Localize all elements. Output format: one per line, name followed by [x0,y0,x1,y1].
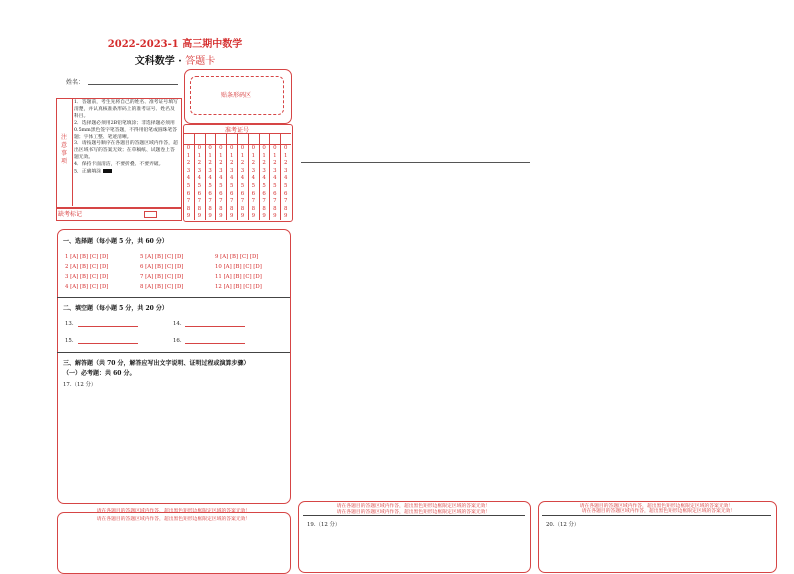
exam-number-digit-bubble[interactable]: 8 [251,205,256,212]
notice-item: 2．选择题必须用2B铅笔填涂；非选择题必须用0.5mm黑色签字笔答题，不得用铅笔或圆珠笔答题；字体工整、笔迹清晰。 [74,120,178,140]
exam-number-digit-bubble[interactable]: 9 [251,213,256,220]
exam-number-digit-bubble[interactable]: 0 [208,145,212,151]
exam-number-digit-bubble[interactable]: 2 [273,160,277,167]
exam-number-digit-bubble[interactable]: 7 [219,198,223,205]
exam-number-column[interactable] [270,145,280,221]
exam-number-digit-bubble[interactable]: 7 [240,198,245,205]
blank-input-16[interactable] [185,343,245,344]
exam-number-digit-bubble[interactable]: 2 [208,160,212,167]
exam-number-digit-bubble[interactable]: 8 [283,205,288,212]
choice-bubble-row[interactable]: 3 [A] [B] [C] [D] [65,274,109,280]
section3-subtitle: （一）必考题：共 60 分。 [63,370,136,377]
exam-number-digit-bubble[interactable]: 4 [240,175,245,182]
exam-number-digit-bubble[interactable]: 5 [219,182,223,189]
exam-number-digit-bubble[interactable]: 6 [208,190,212,197]
blank-input-13[interactable] [78,326,138,327]
exam-number-digit-bubble[interactable]: 7 [229,198,234,205]
exam-number-digit-bubble[interactable]: 2 [240,160,245,167]
section2-title: 二、填空题（每小题 5 分，共 20 分） [63,305,168,312]
filled-mark-example-icon [103,169,112,173]
exam-number-digit-bubble[interactable]: 4 [229,175,234,182]
exam-number-digit-bubble[interactable]: 5 [251,182,256,189]
exam-number-digit-bubble[interactable]: 3 [186,167,191,174]
exam-number-digit-bubble[interactable]: 6 [197,190,202,197]
exam-number-column[interactable] [227,145,237,221]
exam-number-digit-bubble[interactable]: 2 [186,160,191,167]
exam-number-digit-bubble[interactable]: 8 [229,205,234,212]
notice-title-char: 意 [60,142,67,149]
choice-bubble-row[interactable]: 10 [A] [B] [C] [D] [215,264,262,270]
barcode-label: 贴条形码区 [220,92,251,99]
exam-number-digit-bubble[interactable]: 0 [283,145,288,151]
exam-number-digit-bubble[interactable]: 5 [197,182,202,189]
exam-number-digit-bubble[interactable]: 9 [229,213,234,220]
notice-list [74,100,178,176]
blank-input-14[interactable] [185,326,245,327]
blank-input-15[interactable] [78,343,138,344]
notice-item: 4．保持卡面清洁，不要折叠、不要弄破。 [74,162,164,168]
choice-bubble-row[interactable]: 1 [A] [B] [C] [D] [65,254,109,260]
exam-number-digit-bubble[interactable]: 4 [208,175,212,182]
exam-number-digit-bubble[interactable]: 3 [262,167,266,174]
exam-number-digit-bubble[interactable]: 9 [186,213,191,220]
exam-number-digit-bubble[interactable]: 8 [219,205,223,212]
exam-number-digit-bubble[interactable]: 3 [219,167,223,174]
exam-number-digit-bubble[interactable]: 2 [219,160,223,167]
exam-number-digit-bubble[interactable]: 7 [197,198,202,205]
exam-number-digit-bubble[interactable]: 6 [273,190,277,197]
absent-marker-label: 缺考标记 [58,211,83,218]
exam-number-title: 准考证号 [224,127,249,134]
exam-number-digit-bubble[interactable]: 1 [197,152,202,159]
exam-number-column[interactable] [248,145,258,221]
sheet-title: 2022-2023-1 高三期中数学 [107,39,243,50]
notice-title [56,134,72,166]
exam-number-digit-bubble[interactable]: 7 [251,198,256,205]
exam-number-digit-bubble[interactable]: 5 [283,182,288,189]
exam-number-digit-bubble[interactable]: 3 [229,167,234,174]
subtitle-main: 文科数学 · [134,56,186,67]
sheet-subtitle [0,52,350,67]
notice-item-fill-example [74,169,178,176]
choice-bubble-row[interactable]: 2 [A] [B] [C] [D] [65,264,109,270]
notice-title-char: 事 [60,150,67,157]
subtitle-accent: 答题卡 [185,56,216,67]
choice-bubble-row[interactable]: 5 [A] [B] [C] [D] [140,254,184,260]
exam-number-digit-bubble[interactable]: 1 [251,152,256,159]
exam-number-digit-bubble[interactable]: 4 [219,175,223,182]
exam-number-digit-bubble[interactable]: 5 [186,182,191,189]
exam-number-digit-bubble[interactable]: 9 [240,213,245,220]
exam-number-digit-bubble[interactable]: 4 [197,175,202,182]
exam-number-digit-bubble[interactable]: 9 [219,213,223,220]
choice-bubble-row[interactable]: 11 [A] [B] [C] [D] [215,274,262,280]
choice-bubble-row[interactable]: 12 [A] [B] [C] [D] [215,284,262,290]
exam-number-digit-bubble[interactable]: 4 [251,175,256,182]
warning-text: 请在各题目的答题区域内作答，超出黑色矩形边框限定区域的答案无效！ [336,504,491,509]
exam-number-digit-bubble[interactable]: 8 [208,205,212,212]
section-divider [57,352,290,353]
exam-number-digit-bubble[interactable]: 7 [208,198,212,205]
exam-number-digit-bubble[interactable]: 0 [262,145,266,151]
exam-number-digit-bubble[interactable]: 4 [283,175,288,182]
choice-bubble-row[interactable]: 9 [A] [B] [C] [D] [215,254,259,260]
exam-number-digit-bubble[interactable]: 8 [186,205,191,212]
exam-number-digit-bubble[interactable]: 3 [251,167,256,174]
choice-bubble-row[interactable]: 8 [A] [B] [C] [D] [140,284,184,290]
warning-text: 请在各题目的答题区域内作答，超出黑色矩形边框限定区域的答案无效！ [336,510,491,515]
exam-number-digit-bubble[interactable]: 9 [208,213,212,220]
exam-number-digit-bubble[interactable]: 1 [229,152,234,159]
exam-number-digit-bubble[interactable]: 9 [197,213,202,220]
exam-number-column[interactable] [259,145,269,221]
exam-number-digit-bubble[interactable]: 0 [186,145,191,151]
exam-number-digit-bubble[interactable]: 1 [273,152,277,159]
exam-number-digit-bubble[interactable]: 3 [283,167,288,174]
exam-number-digit-bubble[interactable]: 4 [186,175,191,182]
exam-number-digit-bubble[interactable]: 6 [251,190,256,197]
question-box-divider [542,515,771,516]
exam-number-column[interactable] [194,145,204,221]
exam-number-digit-bubble[interactable]: 0 [229,145,234,151]
exam-number-digit-bubble[interactable]: 1 [219,152,223,159]
notice-title-char: 项 [60,158,67,165]
blank-label-16: 16. [173,338,182,344]
notice-item: 1．答题前，考生先将自己的姓名、准考证号填写清楚，并认真核准条形码上的准考证号、姓名及科目。 [74,100,178,119]
choice-bubble-row[interactable]: 7 [A] [B] [C] [D] [140,274,184,280]
question-20-label: 20.（12 分） [546,522,580,528]
exam-number-digit-bubble[interactable]: 6 [283,190,288,197]
exam-number-digit-bubble[interactable]: 0 [240,145,245,151]
exam-number-digit-bubble[interactable]: 5 [240,182,245,189]
warning-text: 请在各题目的答题区域内作答，超出黑色矩形边框限定区域的答案无效！ [579,504,734,509]
notice-item: 3．请按题号顺序在各题目的答题区域内作答，超出区域书写的答案无效；在草稿纸、试题卷上答题无效。 [74,141,178,161]
exam-number-digit-bubble[interactable]: 3 [208,167,212,174]
exam-number-digit-bubble[interactable]: 7 [273,198,277,205]
exam-number-digit-bubble[interactable]: 1 [186,152,191,159]
question-19-label: 19.（12 分） [307,522,341,528]
exam-number-digit-bubble[interactable]: 6 [229,190,234,197]
section3-title: 三、解答题（共 70 分，解答应写出文字说明、证明过程或演算步骤） [63,360,250,367]
exam-number-digit-bubble[interactable]: 2 [251,160,256,167]
exam-number-digit-bubble[interactable]: 8 [273,205,277,212]
name-field[interactable] [88,84,178,85]
exam-number-digit-bubble[interactable]: 8 [240,205,245,212]
exam-number-digit-bubble[interactable]: 0 [197,145,202,151]
exam-number-column[interactable] [205,145,215,221]
exam-number-digit-bubble[interactable]: 5 [229,182,234,189]
exam-number-digit-bubble[interactable]: 5 [262,182,266,189]
blank-label-13: 13. [65,321,74,327]
name-label: 姓名： [66,79,85,86]
notice-item: 5．正确填涂 [74,169,102,175]
exam-number-digit-bubble[interactable]: 2 [197,160,202,167]
exam-number-digit-bubble[interactable]: 7 [283,198,288,205]
exam-number-digit-bubble[interactable]: 3 [240,167,245,174]
exam-number-digit-bubble[interactable]: 9 [273,213,277,220]
exam-number-digit-bubble[interactable]: 9 [283,213,288,220]
warning-text: 请在各题目的答题区域内作答，超出黑色矩形边框限定区域的答案无效！ [96,517,251,522]
warning-text: 请在各题目的答题区域内作答，超出黑色矩形边框限定区域的答案无效！ [581,509,736,514]
divider-line [301,162,530,163]
section1-title: 一、选择题（每小题 5 分，共 60 分） [63,238,168,245]
exam-number-digit-bubble[interactable]: 3 [273,167,277,174]
exam-number-digit-bubble[interactable]: 7 [262,198,266,205]
blank-label-14: 14. [173,321,182,327]
section-divider [57,297,290,298]
absent-marker-checkbox[interactable] [144,211,157,218]
exam-number-digit-bubble[interactable]: 3 [197,167,202,174]
exam-number-digit-bubble[interactable]: 0 [273,145,277,151]
exam-number-digit-bubble[interactable]: 1 [208,152,212,159]
exam-number-digit-bubble[interactable]: 1 [240,152,245,159]
notice-title-char: 注 [60,134,67,141]
exam-number-digit-bubble[interactable]: 2 [283,160,288,167]
exam-number-digit-bubble[interactable]: 6 [240,190,245,197]
exam-number-digit-bubble[interactable]: 8 [197,205,202,212]
exam-number-digit-bubble[interactable]: 9 [262,213,266,220]
exam-number-digit-bubble[interactable]: 6 [262,190,266,197]
exam-number-digit-bubble[interactable]: 0 [251,145,256,151]
exam-number-digit-bubble[interactable]: 2 [229,160,234,167]
exam-number-digit-bubble[interactable]: 6 [219,190,223,197]
exam-number-digit-bubble[interactable]: 7 [186,198,191,205]
question-17-label: 17.（12 分） [63,382,97,388]
choice-bubble-row[interactable]: 6 [A] [B] [C] [D] [140,264,184,270]
warning-text: 请在各题目的答题区域内作答，超出黑色矩形边框限定区域的答案无效！ [96,509,251,514]
exam-number-digit-bubble[interactable]: 0 [219,145,223,151]
exam-number-digit-bubble[interactable]: 4 [273,175,277,182]
exam-number-digit-bubble[interactable]: 5 [273,182,277,189]
exam-number-digit-bubble[interactable]: 1 [262,152,266,159]
exam-number-digit-bubble[interactable]: 1 [283,152,288,159]
exam-number-digit-bubble[interactable]: 2 [262,160,266,167]
exam-number-digit-bubble[interactable]: 5 [208,182,212,189]
exam-number-digit-bubble[interactable]: 6 [186,190,191,197]
question-box-divider [303,515,525,516]
exam-number-column[interactable] [184,145,194,221]
blank-label-15: 15. [65,338,74,344]
exam-number-digit-bubble[interactable]: 8 [262,205,266,212]
exam-number-column[interactable] [216,145,226,221]
exam-number-digit-bubble[interactable]: 4 [262,175,266,182]
exam-number-column[interactable] [281,145,291,221]
choice-bubble-row[interactable]: 4 [A] [B] [C] [D] [65,284,109,290]
exam-number-column[interactable] [238,145,248,221]
